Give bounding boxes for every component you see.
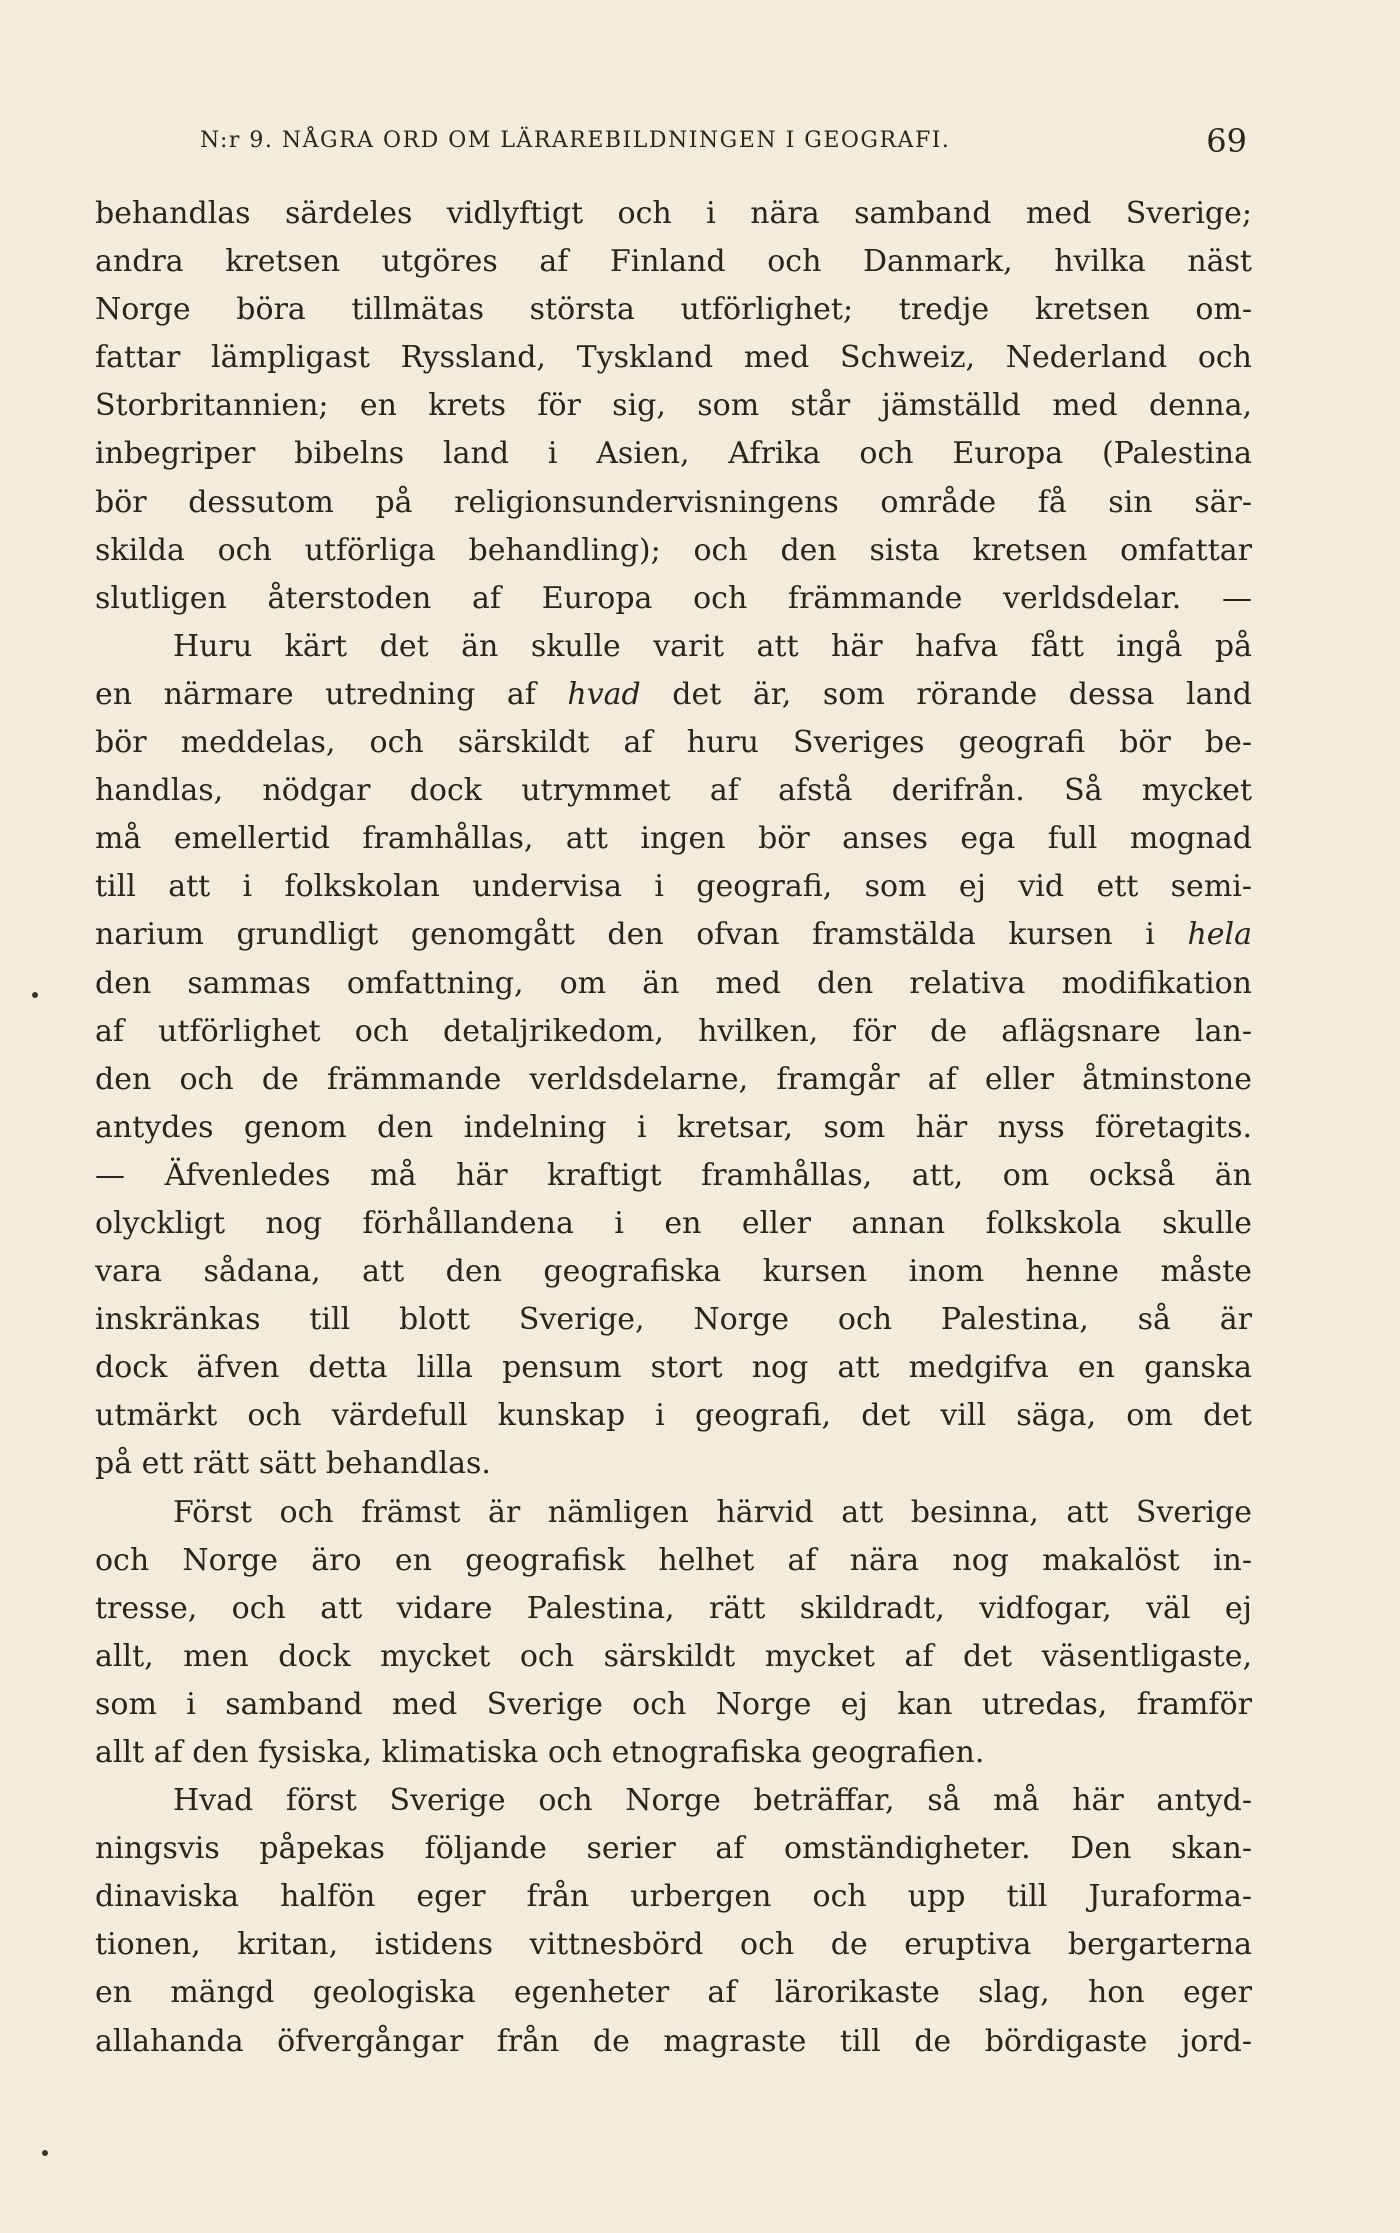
- text-line: Storbritannien; en krets för sig, som står jämställd med denna,: [95, 388, 1252, 424]
- ink-speck: [32, 992, 38, 998]
- text-line: inskränkas till blott Sverige, Norge och Palestina, så är: [95, 1302, 1252, 1338]
- text-line: utmärkt och värdefull kunskap i geografi, det vill säga, om det: [95, 1398, 1252, 1434]
- page-number: 69: [1206, 122, 1247, 160]
- text-line: bör meddelas, och särskildt af huru Sveriges geografi bör be-: [95, 725, 1252, 761]
- text-line: dinaviska halfön eger från urbergen och upp till Juraforma-: [95, 1879, 1252, 1915]
- ink-speck: [42, 2150, 48, 2156]
- text-line: af utförlighet och detaljrikedom, hvilken, för de aflägsnare lan-: [95, 1013, 1252, 1049]
- text-line: olyckligt nog förhållandena i en eller annan folkskola skulle: [95, 1205, 1252, 1241]
- text-line: och Norge äro en geografisk helhet af nära nog makalöst in-: [95, 1542, 1252, 1578]
- text-line: en mängd geologiska egenheter af lärorikaste slag, hon eger: [95, 1975, 1252, 2011]
- italic-word: hvad: [567, 676, 641, 712]
- text-line: — Äfvenledes må här kraftigt framhållas, att, om också än: [95, 1157, 1252, 1193]
- text-line: allt af den fysiska, klimatiska och etnografiska geografien.: [95, 1735, 985, 1770]
- text-line: allt, men dock mycket och särskildt mycket af det väsentligaste,: [95, 1638, 1252, 1674]
- page-header: [200, 122, 1247, 166]
- text-line: Först och främst är nämligen härvid att besinna, att Sverige: [173, 1494, 1252, 1530]
- text-line: Huru kärt det än skulle varit att här hafva fått ingå på: [173, 628, 1252, 664]
- text-line: vara sådana, att den geografiska kursen inom henne måste: [95, 1254, 1252, 1290]
- text-line: antydes genom den indelning i kretsar, som här nyss företagits.: [95, 1109, 1252, 1145]
- text-line: till att i folkskolan undervisa i geografi, som ej vid ett semi-: [95, 869, 1252, 905]
- text-line: andra kretsen utgöres af Finland och Danmark, hvilka näst: [95, 244, 1252, 280]
- text-line: handlas, nödgar dock utrymmet af afstå derifrån. Så mycket: [95, 773, 1252, 809]
- text-line: på ett rätt sätt behandlas.: [95, 1446, 491, 1482]
- text-line: slutligen återstoden af Europa och främmande verldsdelar. —: [95, 580, 1252, 616]
- text-line: fattar lämpligast Ryssland, Tyskland med Schweiz, Nederland och: [95, 340, 1252, 376]
- text-line: narium grundligt genomgått den ofvan framstälda kursen i hela: [95, 917, 1252, 953]
- text-line: den och de främmande verldsdelarne, framgår af eller åtminstone: [95, 1061, 1252, 1097]
- text-line: Hvad först Sverige och Norge beträffar, så må här antyd-: [173, 1783, 1252, 1819]
- text-line: tionen, kritan, istidens vittnesbörd och de eruptiva bergarterna: [95, 1927, 1252, 1963]
- text-line: bör dessutom på religionsundervisningens område få sin sär-: [95, 484, 1252, 520]
- text-line: tresse, och att vidare Palestina, rätt skildradt, vidfogar, väl ej: [95, 1590, 1252, 1626]
- text-line: den sammas omfattning, om än med den relativa modifikation: [95, 965, 1252, 1001]
- text-line: som i samband med Sverige och Norge ej kan utredas, framför: [95, 1686, 1252, 1722]
- italic-word: hela: [1187, 917, 1252, 953]
- text-line: dock äfven detta lilla pensum stort nog att medgifva en ganska: [95, 1350, 1252, 1386]
- text-line: inbegriper bibelns land i Asien, Afrika och Europa (Palestina: [95, 436, 1252, 472]
- text-line: allahanda öfvergångar från de magraste till de bördigaste jord-: [95, 2023, 1252, 2059]
- text-line: Norge böra tillmätas största utförlighet; tredje kretsen om-: [95, 292, 1252, 328]
- text-line: behandlas särdeles vidlyftigt och i nära samband med Sverige;: [95, 196, 1252, 231]
- body-text: [95, 190, 1252, 2066]
- text-line: en närmare utredning af hvad det är, som rörande dessa land: [95, 676, 1252, 712]
- text-line: ningsvis påpekas följande serier af omständigheter. Den skan-: [95, 1831, 1252, 1867]
- running-title: N:r 9. NÅGRA ORD OM LÄRAREBILDNINGEN I GEOGRAFI.: [200, 128, 951, 153]
- text-line: må emellertid framhållas, att ingen bör anses ega full mognad: [95, 821, 1252, 857]
- text-line: skilda och utförliga behandling); och den sista kretsen omfattar: [95, 532, 1252, 568]
